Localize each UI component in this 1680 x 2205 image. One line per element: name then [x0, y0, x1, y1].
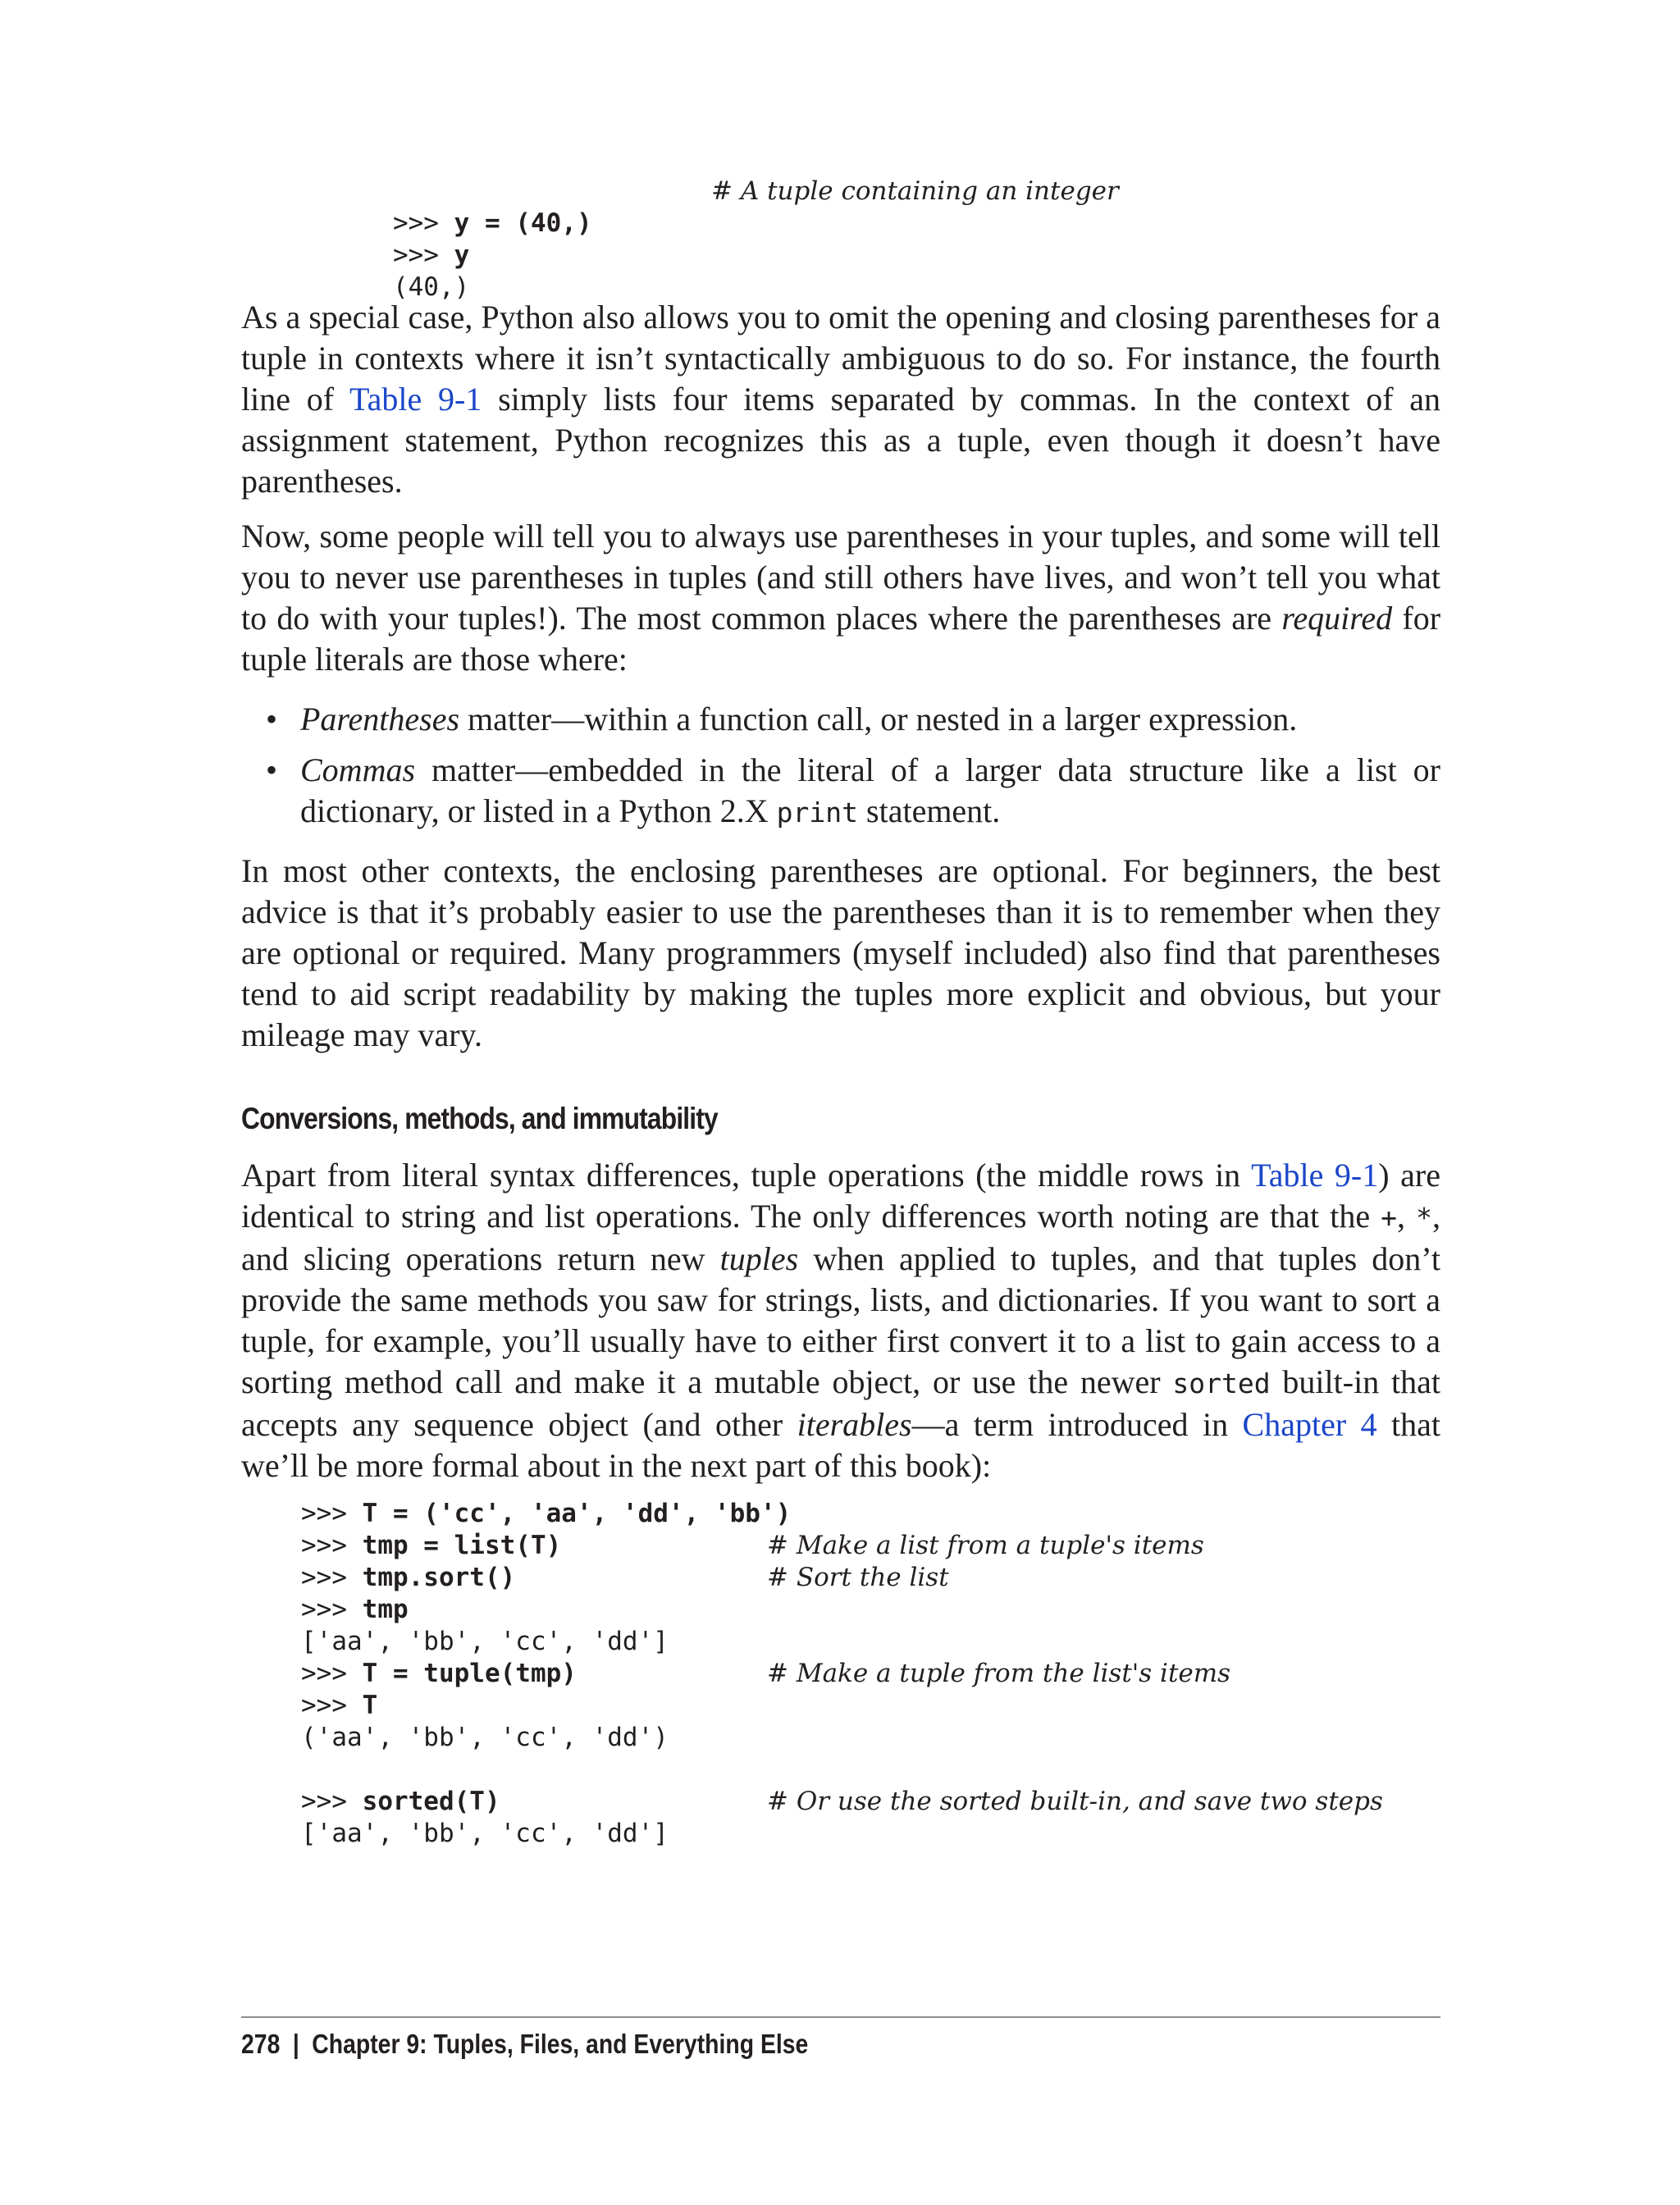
bullet-emphasis: Parentheses — [300, 701, 460, 737]
emphasis-required: required — [1281, 600, 1393, 637]
paragraph-special-case — [241, 297, 1440, 502]
code-input: T = ('cc', 'aa', 'dd', 'bb') — [362, 1499, 792, 1528]
code-prompt: >>> — [301, 1691, 363, 1720]
code-prompt: >>> — [301, 1563, 363, 1592]
code-prompt: >>> — [301, 1787, 363, 1816]
bullet-item-parentheses — [241, 699, 1440, 740]
code-comment: # Make a list from a tuple's items — [767, 1531, 1204, 1560]
paragraph-text: , and slicing operations return new — [241, 1198, 1440, 1277]
paragraph-text: , — [1397, 1198, 1417, 1235]
emphasis-iterables: iterables — [797, 1406, 912, 1443]
page-number: 278 — [241, 2029, 281, 2059]
table-9-1-link[interactable]: Table 9-1 — [349, 381, 482, 418]
code-line — [301, 1786, 1383, 1818]
footer-separator: | — [292, 2029, 299, 2059]
bullet-item-commas — [241, 750, 1440, 833]
inline-code-sorted: sorted — [1172, 1367, 1271, 1399]
code-input: T — [362, 1691, 378, 1720]
code-output: ['aa', 'bb', 'cc', 'dd'] — [301, 1627, 669, 1656]
paragraph-text: —a term introduced in — [911, 1406, 1243, 1443]
paragraph-tuple-operations — [241, 1155, 1440, 1486]
code-block-tuple-sort — [301, 1498, 1383, 1850]
code-output: ['aa', 'bb', 'cc', 'dd'] — [301, 1819, 669, 1848]
code-input: y — [454, 240, 470, 270]
code-line — [301, 1690, 791, 1722]
code-prompt: >>> — [301, 1499, 363, 1528]
code-line — [301, 1594, 791, 1626]
emphasis-tuples: tuples — [719, 1240, 799, 1277]
inline-code-star: * — [1416, 1202, 1432, 1234]
code-output: (40,) — [392, 272, 470, 302]
inline-code-print: print — [776, 797, 859, 829]
bullet-text: matter—within a function call, or nested in a larger expression. — [459, 701, 1298, 737]
code-comment: # Sort the list — [767, 1563, 949, 1592]
code-line — [301, 1530, 1204, 1562]
paragraph-text: simply lists four items separated by commas. In the context of an assignment statement, Python recognizes this as a tuple, even though it doesn’t have parentheses. — [241, 381, 1440, 500]
code-comment: # Or use the sorted built-in, and save two steps — [767, 1787, 1383, 1816]
code-block-tuple-example — [301, 176, 1119, 302]
code-line — [301, 1498, 791, 1530]
code-input: tmp — [362, 1595, 409, 1624]
code-line — [301, 1658, 1231, 1690]
code-line — [301, 1818, 791, 1850]
code-blank-line — [301, 1754, 791, 1786]
paragraph-text: Now, some people will tell you to always use parentheses in your tuples, and some will tell you to never use parentheses in tuples (and still others have lives, and won’t tell you what to do with your tuples!). The most common places where the parentheses are — [241, 518, 1440, 637]
code-line — [301, 208, 592, 270]
bullet-text: matter—embedded in the literal of a larger data structure like a list or dictionary, or listed in a Python 2.X — [300, 751, 1440, 829]
paragraph-text: built-in that accepts any sequence object (and other — [241, 1363, 1440, 1443]
paragraph-text: Apart from literal syntax differences, tuple operations (the middle rows in — [241, 1157, 1252, 1194]
code-prompt: >>> — [392, 208, 454, 238]
chapter-4-link[interactable]: Chapter 4 — [1242, 1406, 1377, 1443]
footer-divider — [241, 2016, 1440, 2018]
paragraph-text: As a special case, Python also allows you to omit the opening and closing parentheses for a tuple in contexts where it isn’t syntactically ambiguous to do so. For instance, the fourth line of — [241, 299, 1440, 418]
running-chapter-title: Chapter 9: Tuples, Files, and Everything Else — [312, 2029, 809, 2059]
bullet-icon: • — [266, 751, 278, 788]
paragraph-text: when applied to tuples, and that tuples don’t provide the same methods you saw for strings, lists, and dictionaries. If you want to sort a tuple, for example, you’ll usually have to either first convert it to a list to gain access to a sorting method call and make it a mutable object, or use the newer — [241, 1240, 1441, 1400]
code-prompt: >>> — [301, 1595, 363, 1624]
paragraph-text: ) are identical to string and list operations. The only differences worth noting are that the — [241, 1157, 1440, 1235]
code-output: ('aa', 'bb', 'cc', 'dd') — [301, 1723, 669, 1752]
page-footer — [241, 2026, 808, 2062]
paragraph-text: that we’ll be more formal about in the next part of this book): — [241, 1406, 1441, 1484]
code-comment: # Make a tuple from the list's items — [767, 1659, 1231, 1688]
section-heading: Conversions, methods, and immutability — [241, 1102, 718, 1135]
bullet-emphasis: Commas — [300, 751, 416, 788]
code-input: tmp.sort() — [362, 1563, 516, 1592]
bullet-list — [241, 699, 1440, 843]
code-line — [301, 240, 592, 302]
code-comment: # A tuple containing an integer — [711, 176, 1119, 206]
code-input: y = (40,) — [454, 208, 592, 238]
bullet-icon: • — [266, 701, 278, 737]
bullet-text: statement. — [858, 792, 1001, 829]
code-line — [301, 176, 1119, 238]
code-prompt: >>> — [301, 1659, 363, 1688]
inline-code-plus: + — [1381, 1202, 1398, 1234]
code-line — [301, 1626, 791, 1658]
code-prompt: >>> — [301, 1531, 363, 1560]
paragraph-optional-parentheses: In most other contexts, the enclosing parentheses are optional. For beginners, the best advice is that it’s probably easier to use the parentheses than it is to remember when they are optional or required. Many programmers (myself included) also find that parentheses tend to aid script readability by making the tuples more explicit and obvious, but your mileage may vary. — [241, 852, 1440, 1053]
code-input: tmp = list(T) — [362, 1531, 562, 1560]
code-input: sorted(T) — [362, 1787, 500, 1816]
paragraph-text: for tuple literals are those where: — [241, 600, 1441, 678]
code-line — [301, 1722, 791, 1754]
code-prompt: >>> — [392, 240, 454, 270]
code-input: T = tuple(tmp) — [362, 1659, 577, 1688]
table-9-1-link[interactable]: Table 9-1 — [1251, 1157, 1379, 1194]
paragraph-parentheses-opinions — [241, 516, 1440, 680]
code-line — [301, 1562, 949, 1594]
